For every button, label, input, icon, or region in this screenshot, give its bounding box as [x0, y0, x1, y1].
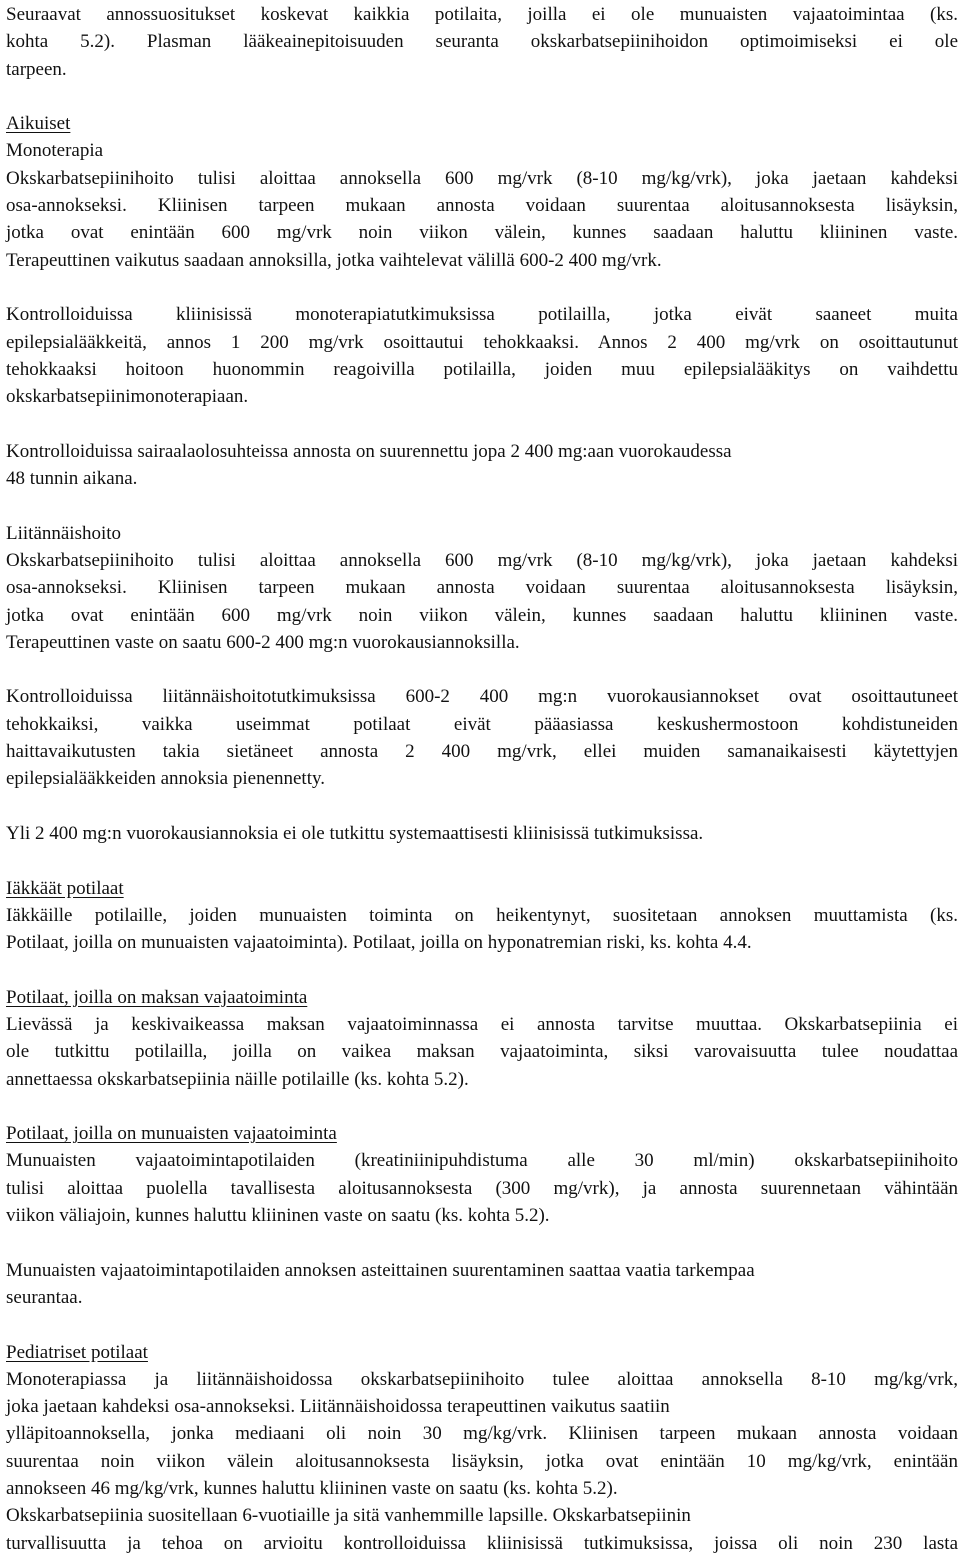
text-line: tehokkaaksi hoitoon huonommin reagoivilla potilailla, joiden muu epilepsialääkitys on vaihdettu — [6, 358, 958, 380]
renal-section — [6, 1120, 958, 1311]
text-line: Kontrolloiduissa kliinisissä monoterapiatutkimuksissa potilailla, jotka eivät saaneet muita — [6, 304, 958, 326]
text-line: Okskarbatsepiinihoito tulisi aloittaa annoksella 600 mg/vrk (8-10 mg/kg/vrk), joka jaetaan kahdeksi — [6, 549, 958, 571]
text-line: Okskarbatsepiinia suositellaan 6-vuotiaille ja sitä vanhemmille lapsille. Okskarbatsepiinin — [6, 1505, 691, 1527]
text-line: Monoterapiassa ja liitännäishoidossa okskarbatsepiinihoito tulee aloittaa annoksella 8-10 mg/kg/vrk, — [6, 1368, 958, 1390]
text-line: tarpeen. — [6, 58, 67, 80]
text-line: annokseen 46 mg/kg/vrk, kunnes haluttu kliininen vaste on saatu (ks. kohta 5.2). — [6, 1478, 618, 1500]
text-line: turvallisuutta ja tehoa on arvioitu kontrolloiduissa kliinisissä tutkimuksissa, joissa oli noin 230 lasta — [6, 1532, 958, 1554]
text-line: Kontrolloiduissa liitännäishoitotutkimuksissa 600-2 400 mg:n vuorokausiannokset ovat osoittautuneet — [6, 686, 958, 708]
text-line: ole tutkittu potilailla, joilla on vaikea maksan vajaatoiminta, siksi varovaisuutta tulee noudattaa — [6, 1041, 958, 1063]
text-line: viikon väliajoin, kunnes haluttu kliininen vaste on saatu (ks. kohta 5.2). — [6, 1205, 550, 1227]
text-line: ylläpitoannoksella, jonka mediaani oli noin 30 mg/kg/vrk. Kliinisen tarpeen mukaan annosta voidaan — [6, 1423, 958, 1445]
section-heading-adults: Aikuiset — [6, 113, 71, 135]
text-line: suurentaa noin viikon välein aloitusannoksesta lisäyksin, jotka ovat enintään 10 mg/kg/vrk, enintään — [6, 1450, 958, 1472]
text-line: Munuaisten vajaatoimintapotilaiden annoksen asteittainen suurentaminen saattaa vaatia tarkempaa — [6, 1259, 755, 1281]
text-line: Kontrolloiduissa sairaalaolosuhteissa annosta on suurennettu jopa 2 400 mg:aan vuorokaudessa — [6, 440, 732, 462]
text-line: kohta 5.2). Plasman lääkeainepitoisuuden seuranta okskarbatsepiinihoidon optimoimiseksi ei ole — [6, 31, 958, 53]
document-page — [6, 1, 958, 1557]
subheading-monotherapy: Monoterapia — [6, 140, 104, 162]
text-line: Terapeuttinen vaste on saatu 600-2 400 mg:n vuorokausiannoksilla. — [6, 631, 520, 653]
section-heading-hepatic: Potilaat, joilla on maksan vajaatoiminta — [6, 986, 308, 1008]
text-line: joka jaetaan kahdeksi osa-annokseksi. Liitännäishoidossa terapeuttinen vaikutus saatiin — [6, 1396, 670, 1418]
text-line: osa-annokseksi. Kliinisen tarpeen mukaan annosta voidaan suurentaa aloitusannoksesta lisäyksin, — [6, 577, 958, 599]
text-line: Okskarbatsepiinihoito tulisi aloittaa annoksella 600 mg/vrk (8-10 mg/kg/vrk), joka jaetaan kahdeksi — [6, 167, 958, 189]
text-line: Yli 2 400 mg:n vuorokausiannoksia ei ole tutkittu systemaattisesti kliinisissä tutkimuksissa. — [6, 822, 704, 844]
text-line: tulisi aloittaa puolella tavallisesta aloitusannoksesta (300 mg/vrk), ja annosta suurennetaan vähintään — [6, 1177, 958, 1199]
pediatric-section — [6, 1339, 958, 1557]
adults-section — [6, 110, 958, 492]
section-heading-renal: Potilaat, joilla on munuaisten vajaatoiminta — [6, 1123, 337, 1145]
text-line: epilepsialääkkeitä, annos 1 200 mg/vrk osoittautui tehokkaaksi. Annos 2 400 mg/vrk on osoittautunut — [6, 331, 958, 353]
text-line: Potilaat, joilla on munuaisten vajaatoiminta). Potilaat, joilla on hyponatremian riski, ks. kohta 4.4. — [6, 932, 752, 954]
section-heading-adjunct: Liitännäishoito — [6, 522, 122, 544]
intro-paragraph — [6, 1, 958, 83]
text-line: epilepsialääkkeiden annoksia pienennetty. — [6, 768, 326, 790]
text-line: Iäkkäille potilaille, joiden munuaisten toiminta on heikentynyt, suositetaan annoksen muuttamista (ks. — [6, 904, 958, 926]
text-line: annettaessa okskarbatsepiinia näille potilaille (ks. kohta 5.2). — [6, 1068, 469, 1090]
text-line: Lievässä ja keskivaikeassa maksan vajaatoiminnassa ei annosta tarvitse muuttaa. Okskarbatsepiinia ei — [6, 1013, 958, 1035]
text-line: jotka ovat enintään 600 mg/vrk noin viikon välein, kunnes saadaan haluttu kliininen vaste. — [6, 222, 958, 244]
elderly-section — [6, 875, 958, 957]
text-line: tehokkaiksi, vaikka useimmat potilaat eivät pääasiassa keskushermostoon kohdistuneiden — [6, 713, 958, 735]
section-heading-pediatric: Pediatriset potilaat — [6, 1341, 148, 1363]
text-line: Seuraavat annossuositukset koskevat kaikkia potilaita, joilla ei ole munuaisten vajaatoimintaa (ks. — [6, 4, 958, 25]
text-line: okskarbatsepiinimonoterapiaan. — [6, 386, 249, 408]
text-line: 48 tunnin aikana. — [6, 468, 138, 490]
text-line: osa-annokseksi. Kliinisen tarpeen mukaan annosta voidaan suurentaa aloitusannoksesta lisäyksin, — [6, 195, 958, 217]
text-line: Terapeuttinen vaikutus saadaan annoksilla, jotka vaihtelevat välillä 600-2 400 mg/vrk. — [6, 249, 662, 271]
text-line: Munuaisten vajaatoimintapotilaiden (kreatiniinipuhdistuma alle 30 ml/min) okskarbatsepiinihoito — [6, 1150, 958, 1172]
text-line: jotka ovat enintään 600 mg/vrk noin viikon välein, kunnes saadaan haluttu kliininen vaste. — [6, 604, 958, 626]
section-heading-elderly: Iäkkäät potilaat — [6, 877, 124, 899]
hepatic-section — [6, 984, 958, 1093]
text-line: seurantaa. — [6, 1286, 83, 1308]
adjunct-section — [6, 520, 958, 848]
text-line: haittavaikutusten takia sietäneet annosta 2 400 mg/vrk, ellei muiden samanaikaisesti käytettyjen — [6, 741, 958, 763]
